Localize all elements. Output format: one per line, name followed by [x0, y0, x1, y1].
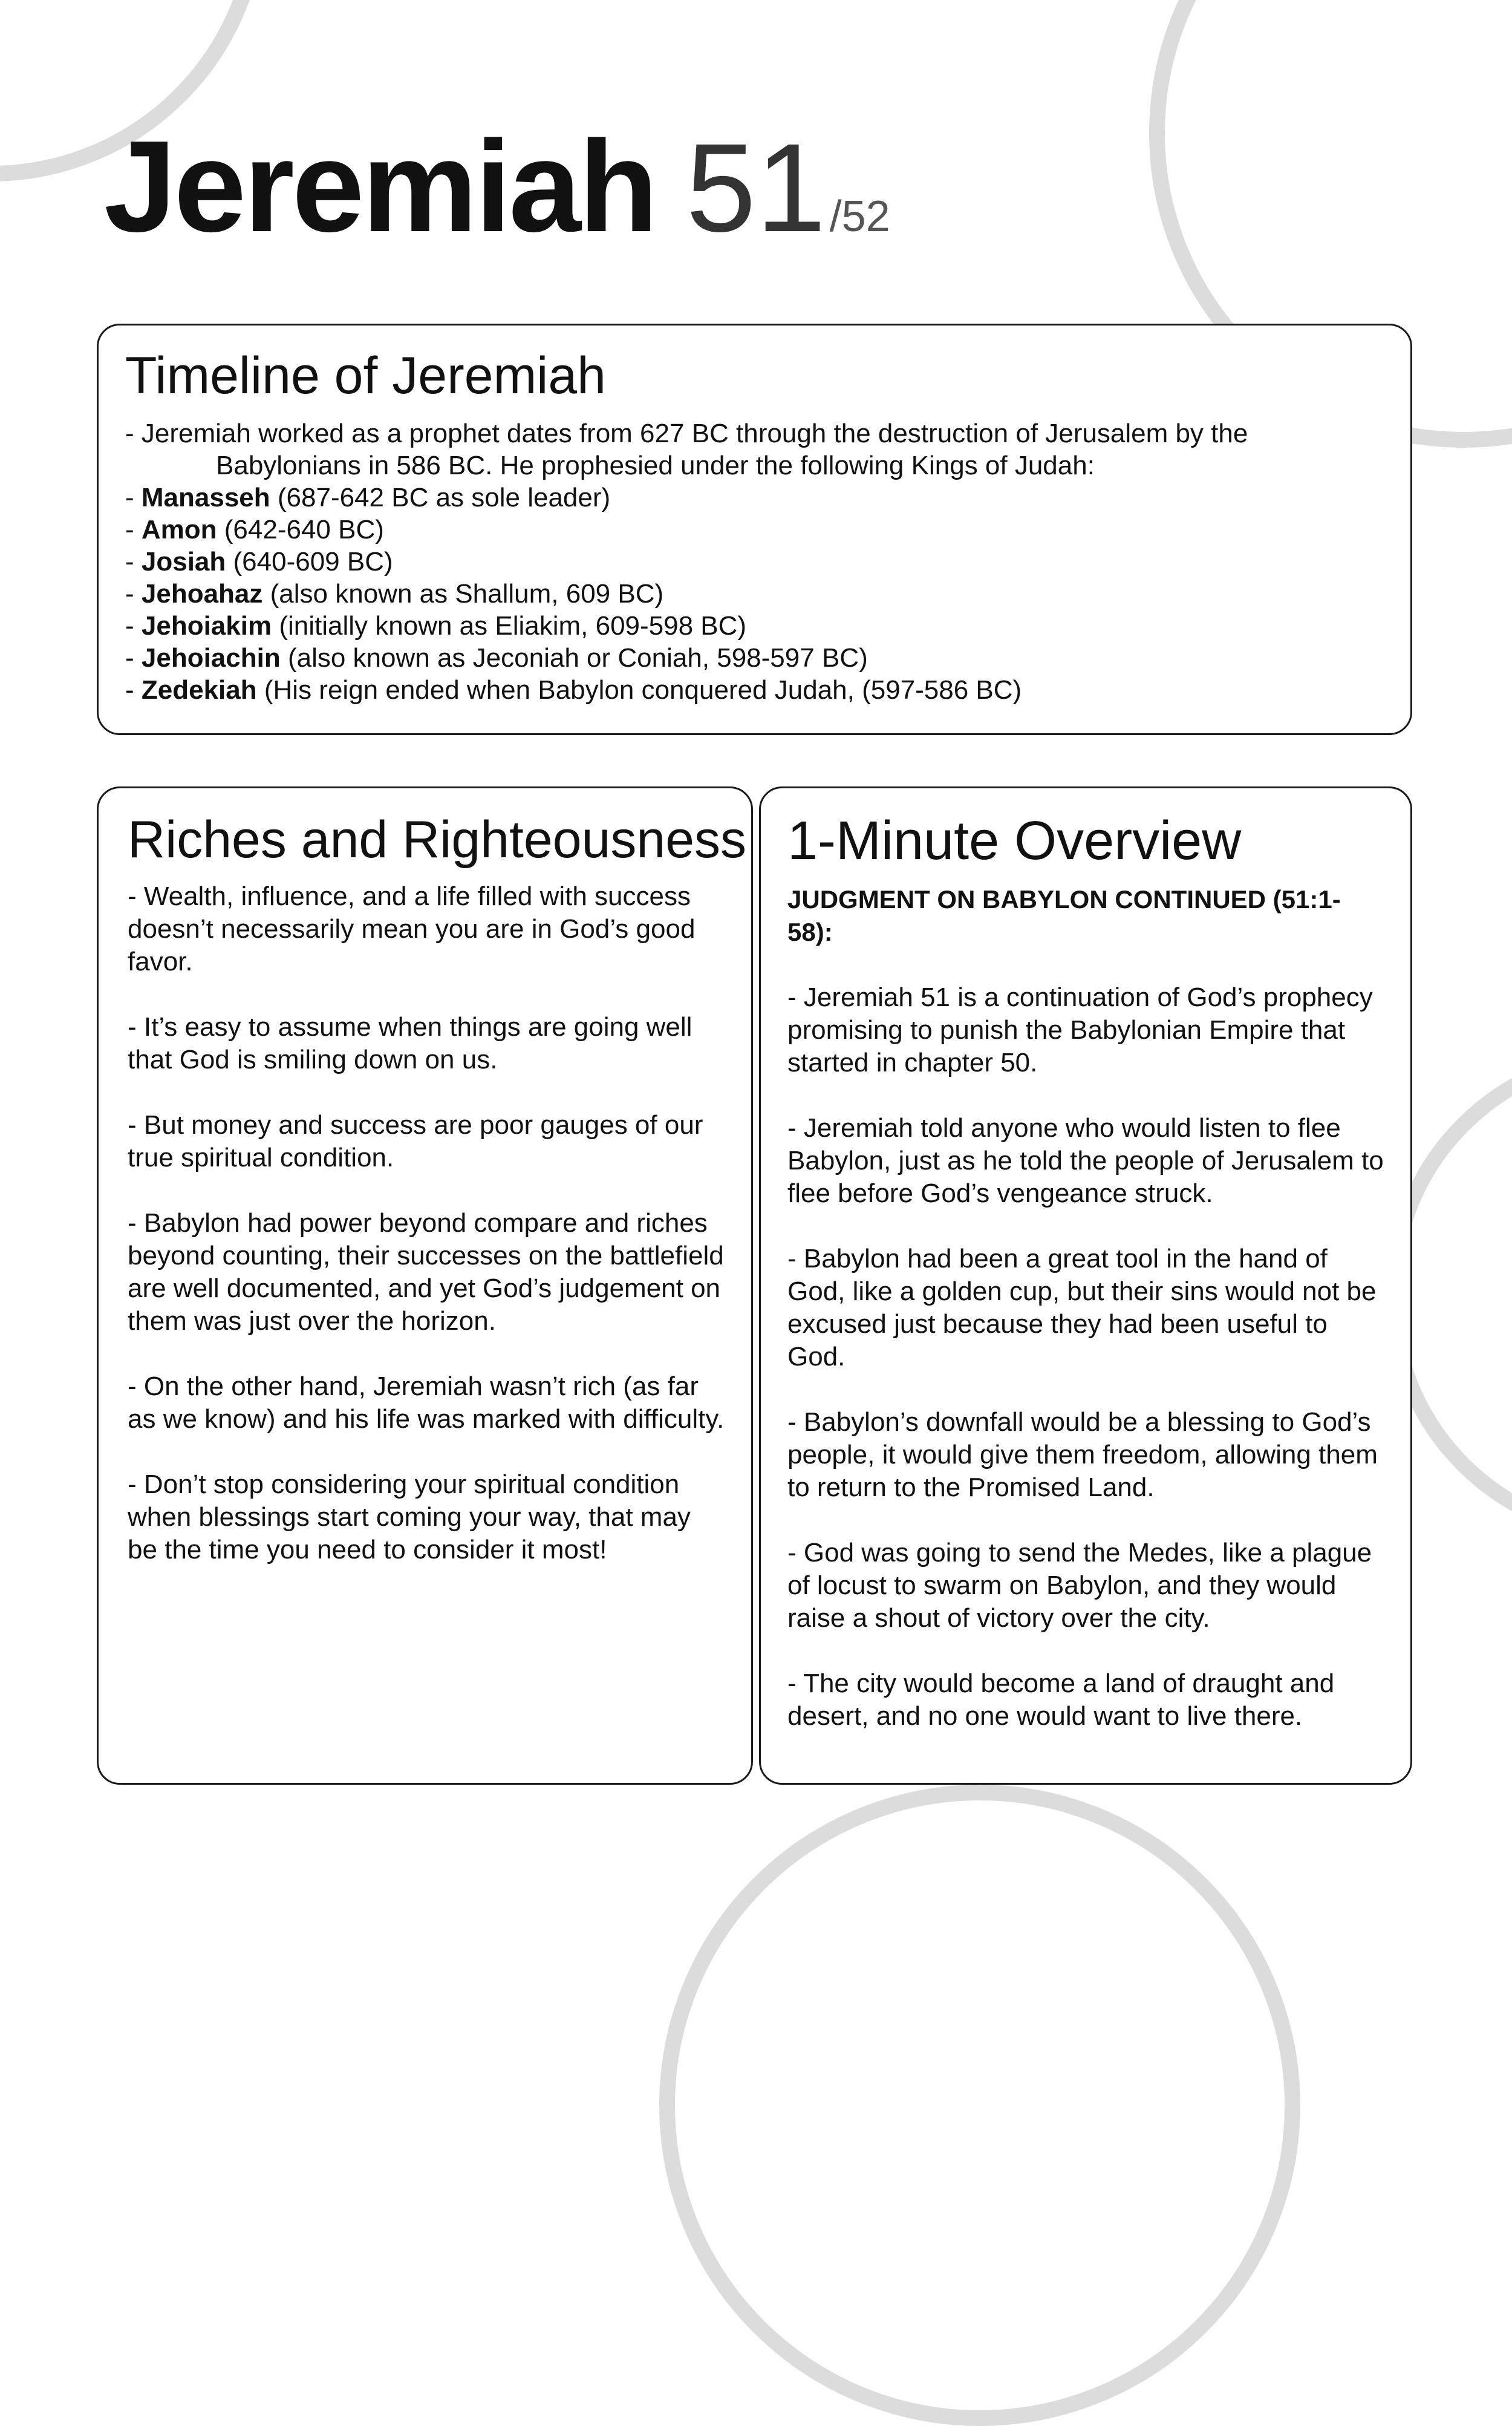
riches-heading: Riches and Righteousness	[128, 811, 747, 869]
king-item: - Josiah (640-609 BC)	[125, 547, 393, 577]
overview-heading: 1-Minute Overview	[787, 811, 1242, 871]
king-detail: (642-640 BC)	[217, 515, 384, 545]
chapter-total: /52	[829, 192, 890, 241]
overview-paragraph: - Babylon’s downfall would be a blessing to God’s people, it would give them freedom, allowing them to return to the Promised Land.	[787, 1407, 1378, 1502]
king-item: - Jehoiachin (also known as Jeconiah or Coniah, 598-597 BC)	[125, 643, 868, 673]
king-detail: (687-642 BC as sole leader)	[270, 483, 611, 513]
overview-paragraph: - God was going to send the Medes, like a plague of locust to swarm on Babylon, and they would raise a shout of victory over the city.	[787, 1537, 1372, 1633]
king-detail: (also known as Shallum, 609 BC)	[262, 579, 664, 609]
king-detail: (also known as Jeconiah or Coniah, 598-597 BC)	[280, 643, 868, 673]
riches-paragraph: - On the other hand, Jeremiah wasn’t rich (as far as we know) and his life was marked with difficulty.	[128, 1372, 725, 1434]
book-title: Jeremiah	[104, 113, 656, 259]
king-detail: (His reign ended when Babylon conquered Judah, (597-586 BC)	[256, 675, 1022, 705]
overview-paragraph: - Jeremiah 51 is a continuation of God’s prophecy promising to punish the Babylonian Empire that started in chapter 50.	[787, 982, 1373, 1077]
overview-paragraph: - Jeremiah told anyone who would listen to flee Babylon, just as he told the people of Jerusalem to flee before God’s vengeance struck.	[787, 1113, 1384, 1208]
timeline-panel	[97, 324, 1412, 735]
riches-paragraph: - But money and success are poor gauges of our true spiritual condition.	[128, 1110, 703, 1173]
page-title	[104, 113, 890, 278]
king-item: - Zedekiah (His reign ended when Babylon conquered Judah, (597-586 BC)	[125, 675, 1022, 705]
riches-panel	[97, 786, 753, 1785]
riches-paragraph: - Wealth, influence, and a life filled with success doesn’t necessarily mean you are in God’s good favor.	[128, 881, 696, 977]
king-name: Amon	[141, 515, 217, 545]
king-name: Manasseh	[141, 483, 270, 513]
riches-paragraph: - Don’t stop considering your spiritual condition when blessings start coming your way, that may be the time you need to consider it most!	[128, 1470, 691, 1565]
king-item: - Manasseh (687-642 BC as sole leader)	[125, 483, 611, 513]
king-item: - Jehoiakim (initially known as Eliakim, 609-598 BC)	[125, 611, 747, 641]
overview-paragraph: - The city would become a land of draught and desert, and no one would want to live there.	[787, 1668, 1335, 1731]
overview-subheading: JUDGMENT ON BABYLON CONTINUED (51:1-58):	[787, 884, 1341, 946]
timeline-intro-line: Babylonians in 586 BC. He prophesied under the following Kings of Judah:	[216, 451, 1095, 481]
king-name: Jehoahaz	[141, 579, 263, 609]
king-name: Josiah	[141, 547, 226, 577]
king-detail: (640-609 BC)	[226, 547, 393, 577]
overview-panel	[759, 786, 1412, 1785]
king-name: Zedekiah	[141, 675, 257, 705]
king-item: - Amon (642-640 BC)	[125, 515, 384, 545]
timeline-list	[125, 417, 1384, 706]
king-name: Jehoiakim	[141, 611, 272, 641]
riches-paragraph: - Babylon had power beyond compare and riches beyond counting, their successes on the battlefield are well documented, and yet God’s judgement on them was just over the horizon.	[128, 1208, 724, 1336]
king-item: - Jehoahaz (also known as Shallum, 609 BC)	[125, 579, 664, 609]
riches-paragraph: - It’s easy to assume when things are going well that God is smiling down on us.	[128, 1012, 692, 1075]
king-name: Jehoiachin	[141, 643, 281, 673]
king-detail: (initially known as Eliakim, 609-598 BC)	[272, 611, 747, 641]
chapter-number: 51	[686, 118, 826, 258]
timeline-intro-line: - Jeremiah worked as a prophet dates from 627 BC through the destruction of Jerusalem by the	[125, 419, 1248, 449]
decorative-ring-bottom	[659, 1785, 1300, 2426]
overview-paragraph: - Babylon had been a great tool in the hand of God, like a golden cup, but their sins would not be excused just because they had been useful to God.	[787, 1243, 1377, 1372]
timeline-heading: Timeline of Jeremiah	[125, 347, 606, 405]
